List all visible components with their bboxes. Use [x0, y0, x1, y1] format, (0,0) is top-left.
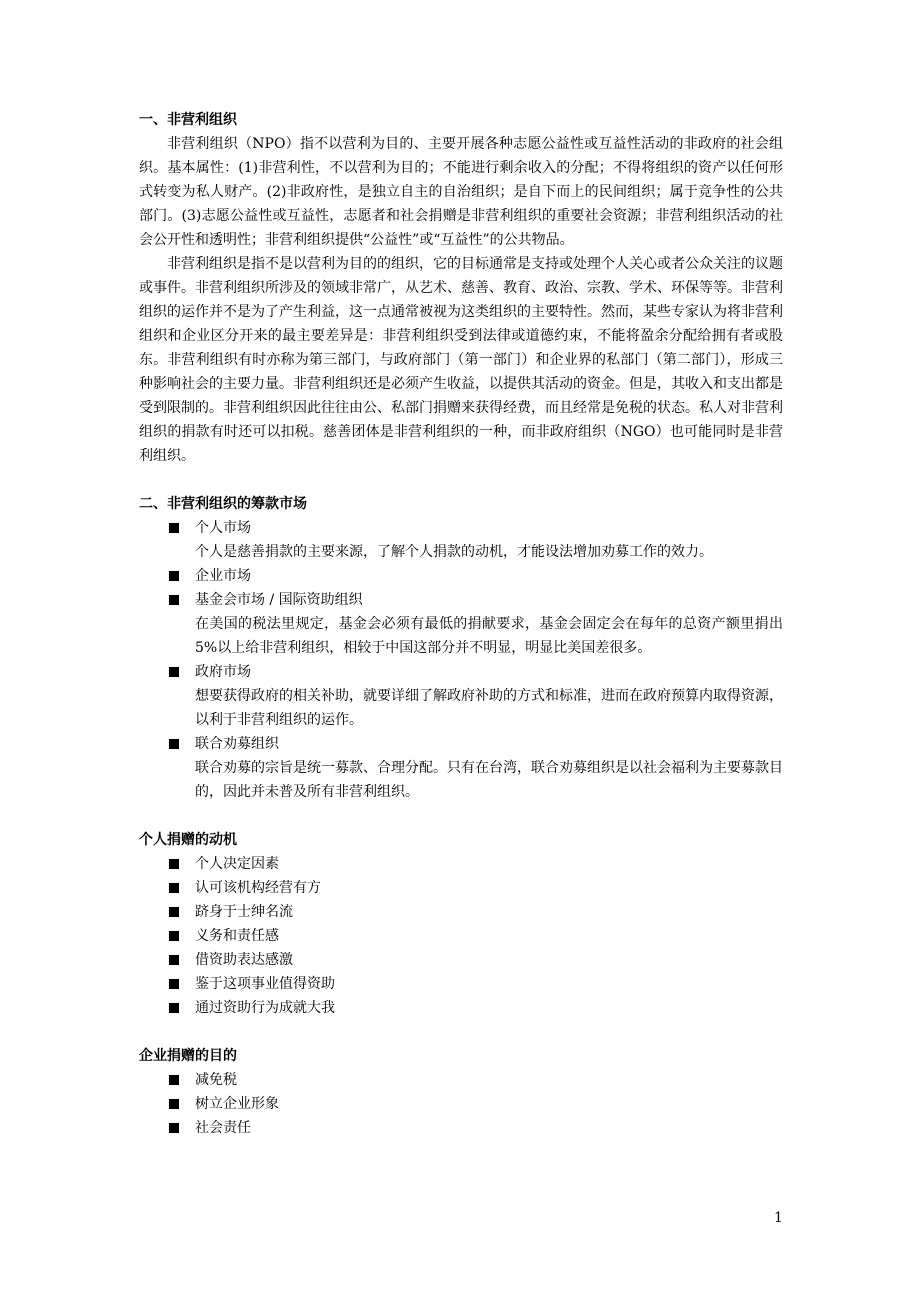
spacer: [139, 1020, 783, 1044]
list-item-text: 个人决定因素: [195, 856, 279, 872]
list-item: [139, 516, 783, 564]
donation-motive-list: [139, 852, 783, 1020]
list-item-text: 树立企业形象: [195, 1096, 279, 1112]
list-item: [139, 972, 783, 996]
list-item: [139, 564, 783, 588]
list-item-title: 企业市场: [195, 568, 251, 584]
list-item: [139, 1092, 783, 1116]
square-bullet-icon: [169, 1075, 179, 1085]
list-item-title: 联合劝募组织: [195, 736, 279, 752]
list-item-text: 鉴于这项事业值得资助: [195, 976, 335, 992]
list-item-title: 个人市场: [195, 520, 251, 536]
square-bullet-icon: [169, 859, 179, 869]
list-item: [139, 876, 783, 900]
list-item-title: 政府市场: [195, 664, 251, 680]
section-3-heading: 个人捐赠的动机: [139, 832, 237, 848]
list-item-description: 联合劝募的宗旨是统一募款、合理分配。只有在台湾，联合劝募组织是以社会福利为主要募款目的，因此并未普及所有非营利组织。: [195, 760, 783, 800]
section-1-paragraph-2: 非营利组织是指不是以营利为目的的组织，它的目标通常是支持或处理个人关心或者公众关注的议题或事件。非营利组织所涉及的领域非常广，从艺术、慈善、教育、政治、宗教、学术、环保等等。非营利组织的运作并不是为了产生利益，这一点通常被视为这类组织的主要特性。然而，某些专家认为将非营利组织和企业区分开来的最主要差异是：非营利组织受到法律或道德约束，不能将盈余分配给拥有者或股东。非营利组织有时亦称为第三部门，与政府部门（第一部门）和企业界的私部门（第二部门），形成三种影响社会的主要力量。非营利组织还是必须产生收益，以提供其活动的资金。但是，其收入和支出都是受到限制的。非营利组织因此往往由公、私部门捐赠来获得经费，而且经常是免税的状态。私人对非营利组织的捐款有时还可以扣税。慈善团体是非营利组织的一种，而非政府组织（NGO）也可能同时是非营利组织。: [139, 256, 783, 464]
list-item: [139, 948, 783, 972]
square-bullet-icon: [169, 979, 179, 989]
list-item-description: 想要获得政府的相关补助，就要详细了解政府补助的方式和标准，进而在政府预算内取得资源，以利于非营利组织的运作。: [195, 688, 783, 728]
list-item-text: 社会责任: [195, 1120, 251, 1136]
list-item-description: 个人是慈善捐款的主要来源，了解个人捐款的动机，才能设法增加劝募工作的效力。: [195, 544, 713, 560]
list-item-text: 减免税: [195, 1072, 237, 1088]
square-bullet-icon: [169, 739, 179, 749]
list-item: [139, 588, 783, 660]
list-item: [139, 852, 783, 876]
list-item: [139, 900, 783, 924]
section-1-paragraph-1: 非营利组织（NPO）指不以营利为目的、主要开展各种志愿公益性或互益性活动的非政府的社会组织。基本属性：(1)非营利性，不以营利为目的；不能进行剩余收入的分配；不得将组织的资产以任何形式转变为私人财产。(2)非政府性，是独立自主的自治组织；是自下而上的民间组织；属于竞争性的公共部门。(3)志愿公益性或互益性，志愿者和社会捐赠是非营利组织的重要社会资源；非营利组织活动的社会公开性和透明性；非营利组织提供“公益性”或“互益性”的公共物品。: [139, 136, 783, 248]
list-item-description: 在美国的税法里规定，基金会必须有最低的捐献要求，基金会固定会在每年的总资产额里捐出 5%以上给非营利组织，相较于中国这部分并不明显，明显比美国差很多。: [195, 616, 783, 656]
square-bullet-icon: [169, 571, 179, 581]
square-bullet-icon: [169, 955, 179, 965]
square-bullet-icon: [169, 931, 179, 941]
square-bullet-icon: [169, 883, 179, 893]
square-bullet-icon: [169, 907, 179, 917]
list-item: [139, 924, 783, 948]
list-item: [139, 996, 783, 1020]
list-item: [139, 1116, 783, 1140]
square-bullet-icon: [169, 523, 179, 533]
document-body: [139, 108, 783, 1140]
list-item: [139, 732, 783, 804]
section-4-heading: 企业捐赠的目的: [139, 1048, 237, 1064]
square-bullet-icon: [169, 595, 179, 605]
square-bullet-icon: [169, 1003, 179, 1013]
list-item-text: 通过资助行为成就大我: [195, 1000, 335, 1016]
list-item-text: 义务和责任感: [195, 928, 279, 944]
square-bullet-icon: [169, 667, 179, 677]
square-bullet-icon: [169, 1099, 179, 1109]
fundraising-market-list: [139, 516, 783, 804]
spacer: [139, 804, 783, 828]
spacer: [139, 468, 783, 492]
list-item-text: 跻身于士绅名流: [195, 904, 293, 920]
corporate-donation-purpose-list: [139, 1068, 783, 1140]
square-bullet-icon: [169, 1123, 179, 1133]
section-1-heading: 一、非营利组织: [139, 112, 237, 128]
list-item-text: 认可该机构经营有方: [195, 880, 321, 896]
list-item-text: 借资助表达感激: [195, 952, 293, 968]
list-item: [139, 660, 783, 732]
section-2-heading: 二、非营利组织的筹款市场: [139, 496, 307, 512]
list-item-title: 基金会市场 / 国际资助组织: [195, 592, 363, 608]
page-number: 1: [774, 1210, 783, 1226]
list-item: [139, 1068, 783, 1092]
